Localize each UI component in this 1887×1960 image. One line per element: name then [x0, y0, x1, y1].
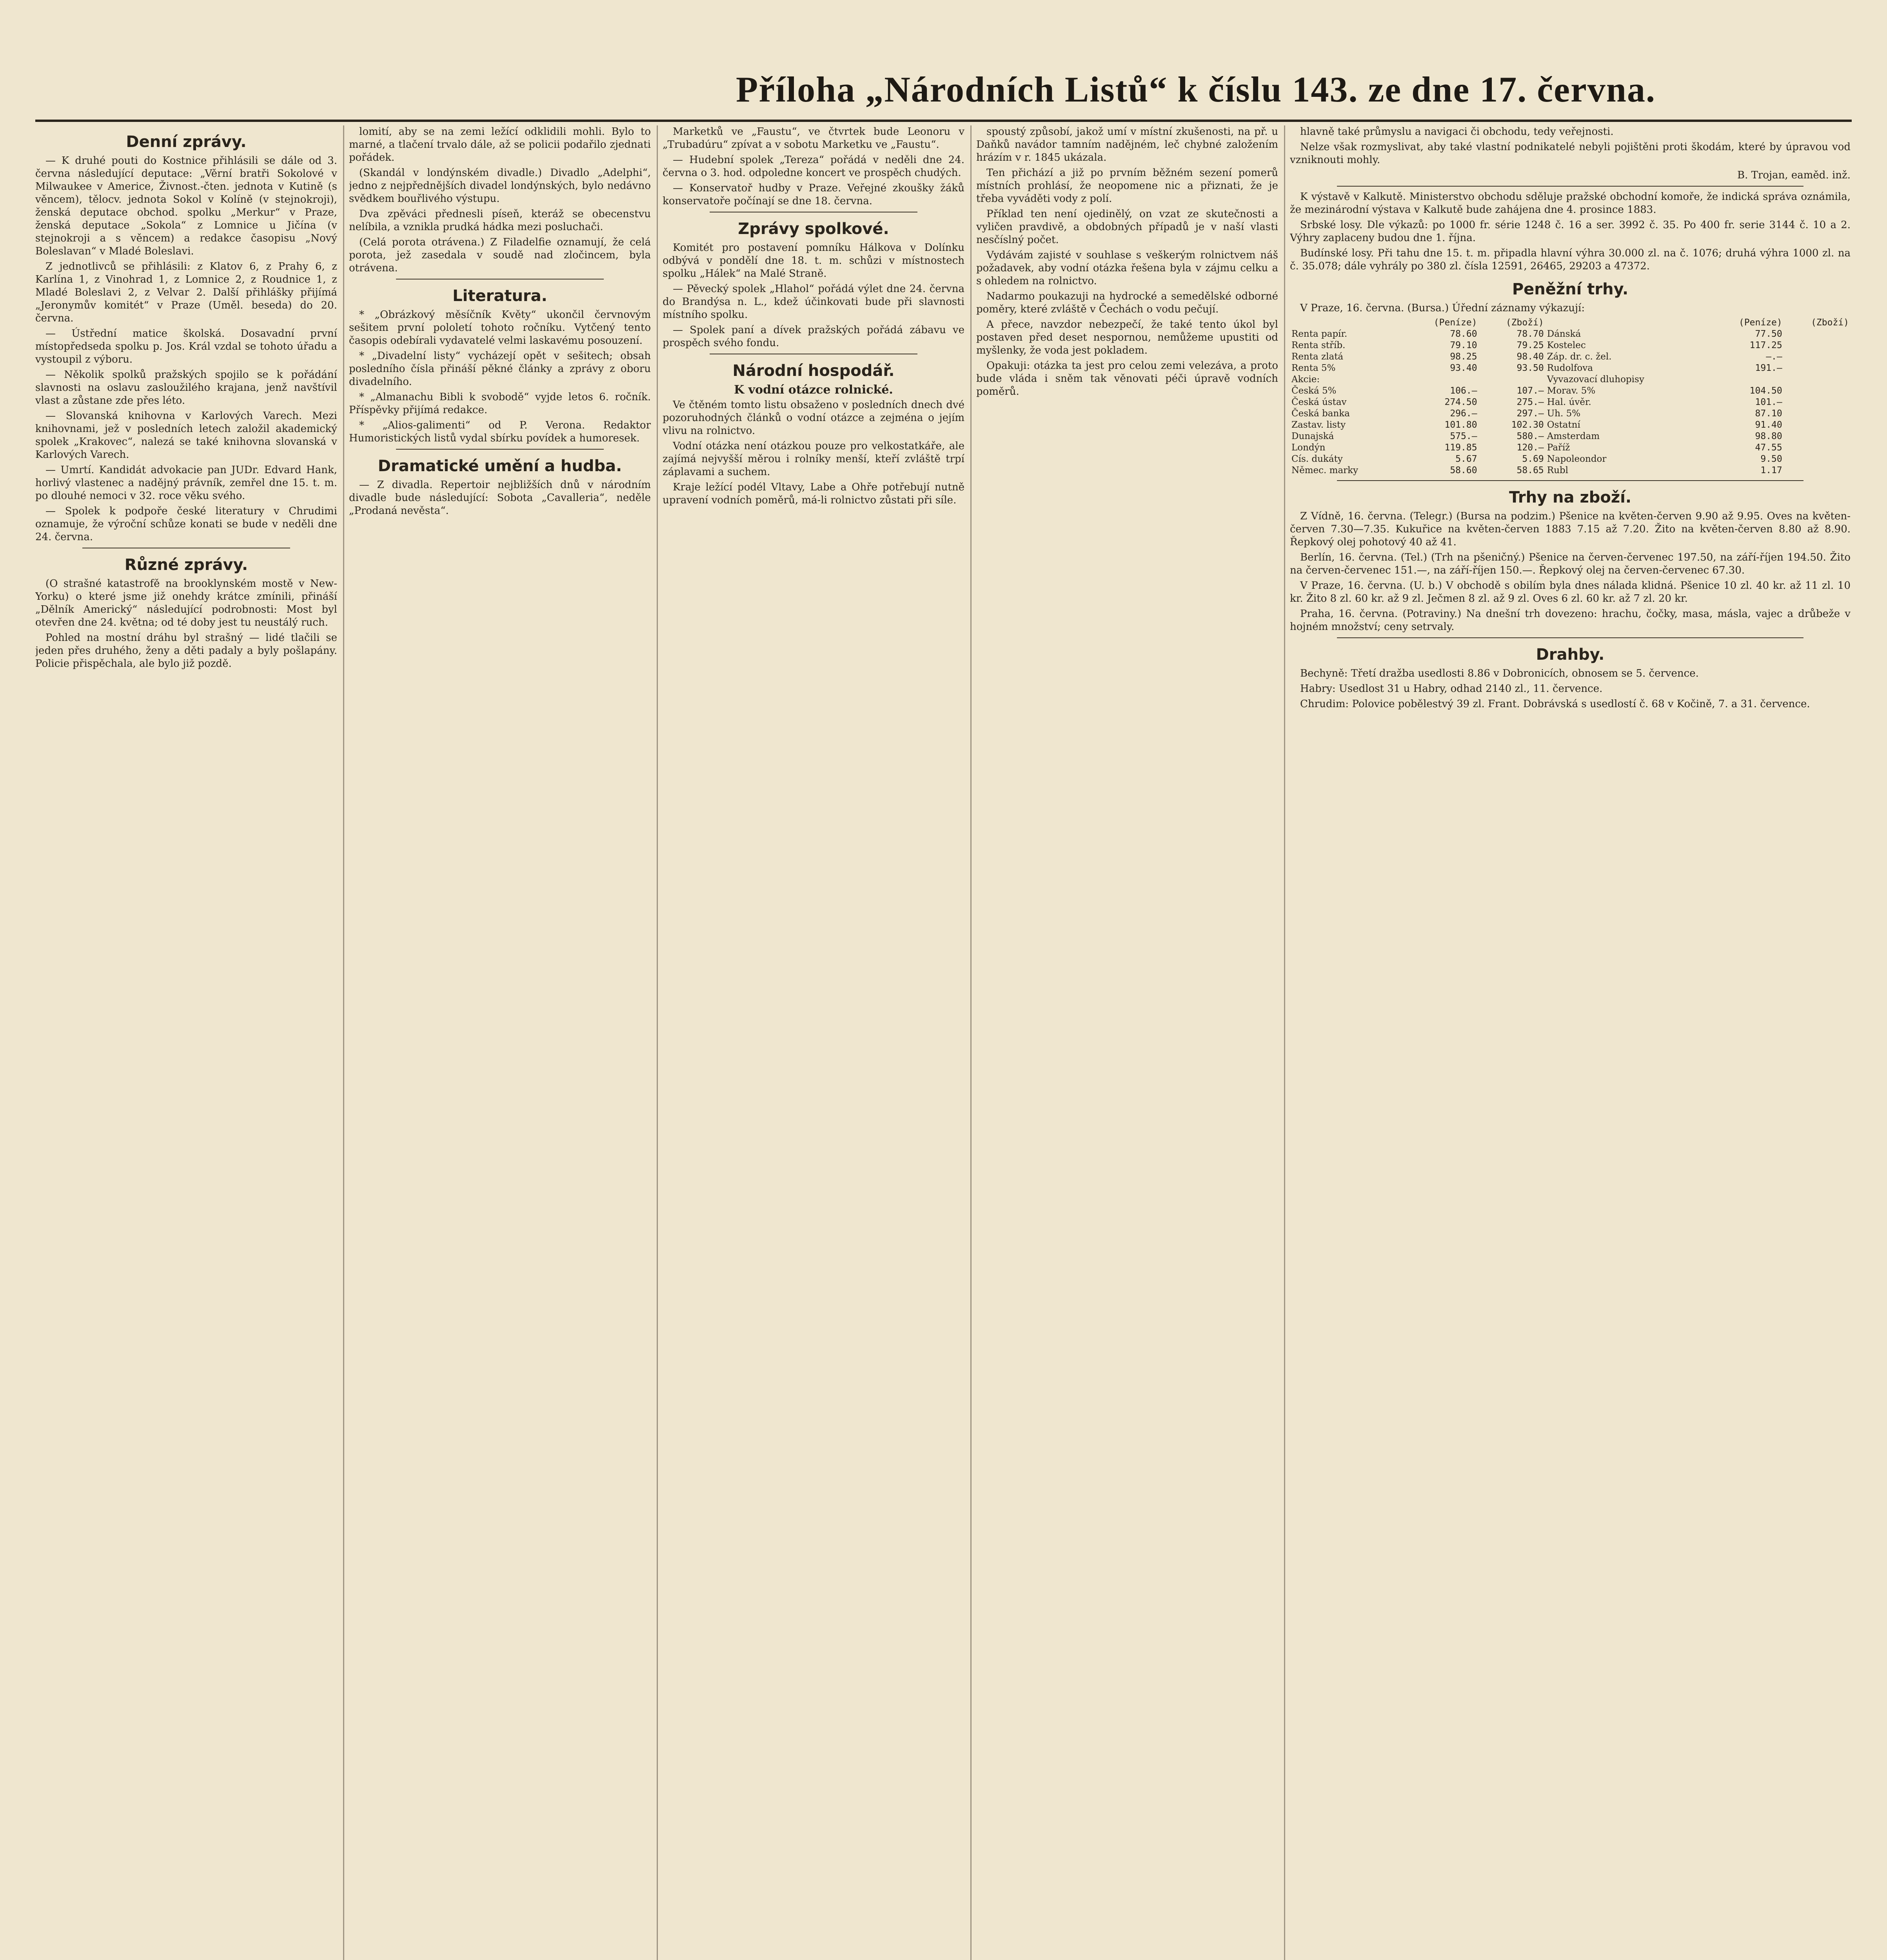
auction-item: Habry: Usedlost 31 u Habry, odhad 2140 zl., 11. července. [1300, 683, 1603, 695]
quote-cell: Záp. dr. c. žel. [1547, 352, 1612, 362]
literature-item: * „Obrázkový měsíčník Květy“ ukončil červnovým sešitem první pololetí tohoto ročníku. Vytčený tento časopis odebírali vydavatelé velmi laskavému posouzení. [349, 309, 651, 347]
article-paragraph: Vydávám zajisté v souhlase s veškerým rolnictvem náš požadavek, aby vodní otázka řešena byla v zájmu celku a s ohledem na rolnictvo. [976, 249, 1278, 287]
quote-cell: 58.60 [1450, 465, 1477, 475]
quote-cell [1479, 374, 1546, 385]
quote-cell: Vyvazovací dluhopisy [1547, 374, 1644, 385]
literature-item: * „Alios-galimenti“ od P. Verona. Redaktor Humoristických listů vydal sbírku povídek a humoresek. [349, 419, 651, 444]
quote-cell: Renta 5% [1291, 363, 1336, 373]
quote-cell: Česká ústav [1291, 397, 1347, 407]
quote-row [1290, 363, 1851, 374]
signature: B. Trojan, eaměd. inž. [1737, 169, 1851, 181]
quote-cell: 98.80 [1755, 431, 1782, 441]
news-item: — Slovanská knihovna v Karlových Varech. Mezi knihovnami, jež v posledních letech založil akademický spolek „Krakovec“, nalezá se také knihovna slovanská v Karlových Varech. [35, 410, 337, 461]
news-item: — Ústřední matice školská. Dosavadní první místopředseda spolku p. Jos. Král vzdal se tohoto úřadu a vystoupil z výboru. [35, 328, 337, 365]
heading-penezni-trhy: Peněžní trhy. [1512, 280, 1629, 298]
quote-cell: 78.70 [1517, 329, 1544, 339]
quote-cell: 5.69 [1522, 454, 1544, 464]
news-item: Budínské losy. Při tahu dne 15. t. m. připadla hlavní výhra 30.000 zl. na č. 1076; druhá výhra 1000 zl. na č. 35.078; dále vyhrály po 380 zl. čísla 12591, 26465, 29203 a 47372. [1290, 247, 1851, 272]
quote-cell: Česká banka [1291, 408, 1350, 419]
masthead [549, 69, 1843, 116]
quotes-table [1290, 317, 1851, 476]
divider [396, 449, 604, 450]
quote-cell: 77.50 [1755, 329, 1782, 339]
quote-cell: 120.— [1517, 443, 1544, 453]
quote-cell: 91.40 [1755, 420, 1782, 430]
quote-cell: 107.— [1517, 386, 1544, 396]
column-separator [1284, 125, 1285, 1960]
news-item: Pohled na mostní dráhu byl strašný — lidé tlačili se jeden přes druhého, ženy a děti padaly a byly pošlapány. Policie přispěchala, ale bylo již pozdě. [35, 632, 337, 670]
quote-row [1290, 454, 1851, 465]
quote-cell: Hal. úvěr. [1547, 397, 1591, 407]
quote-cell: Renta stříb. [1291, 340, 1346, 350]
quote-cell: 101.— [1755, 397, 1782, 407]
quote-cell: 98.25 [1450, 352, 1477, 362]
quotes-header-cell: (Zboží) [1811, 318, 1849, 328]
masthead-title: Příloha „Národních Listů“ k číslu 143. ze dne 17. června. [736, 69, 1656, 109]
column-3 [663, 125, 964, 1960]
quotes-header-cell: (Peníze) [1738, 318, 1782, 328]
quote-cell: 580.— [1517, 431, 1544, 441]
news-item: (Skandál v londýnském divadle.) Divadlo „Adelphi“, jedno z nejpřednějších divadel londýnských, bylo nedávno svědkem bouřlivého výstupu. [349, 167, 651, 205]
quote-cell: 1.17 [1760, 465, 1782, 475]
article-paragraph: spoustý způsobí, jakož umí v místní zkušenosti, na př. u Daňků navádor tamním nadějném, leč chybné založením hrázím v r. 1845 ukázala. [976, 126, 1278, 163]
divider [1337, 480, 1803, 481]
article-paragraph: Příklad ten není ojedinělý, on vzat ze skutečnosti a vyličen pravdivě, a obdobných případů je v naší vlasti nesčíslný počet. [976, 208, 1278, 246]
quotes-header-cell [1290, 317, 1403, 328]
quote-cell: 296.— [1450, 408, 1477, 419]
divider [1337, 637, 1803, 638]
theatre-item: — Z divadla. Repertoir nejbližších dnů v národním divadle bude následující: Sobota „Cavalleria“, neděle „Prodaná nevěsta“. [349, 479, 651, 517]
quote-cell: Rubl [1547, 465, 1568, 475]
quote-cell: 117.25 [1749, 340, 1782, 350]
quote-cell: 101.80 [1444, 420, 1477, 430]
quote-cell: Dánská [1547, 329, 1581, 339]
column-separator [970, 125, 972, 1960]
market-item: Berlín, 16. června. (Tel.) (Trh na pšeničný.) Pšenice na červen-červenec 197.50, na září-říjen 194.50. Žito na červen-červenec 151.—, na září-říjen 150.—. Řepkový olej na červen-červenec 67.30. [1290, 552, 1851, 576]
quote-cell [1708, 374, 1784, 385]
quote-cell: 119.85 [1444, 443, 1477, 453]
quote-cell: Dunajská [1291, 431, 1334, 441]
subheading-vodni-otazka: K vodní otázce rolnické. [734, 383, 893, 397]
club-item: Komitét pro postavení pomníku Hálkova v Dolínku odbývá v pondělí dne 18. t. m. schůzi v místnostech spolku „Hálek“ na Malé Straně. [663, 242, 964, 279]
quote-row [1290, 340, 1851, 351]
heading-literatura: Literatura. [452, 287, 547, 305]
news-item: Z jednotlivců se přihlásili: z Klatov 6, z Prahy 6, z Karlína 1, z Vinohrad 1, z Lomnice 2, z Roudnice 1, z Mladé Boleslavi 2, z Velvar 2. Další přihlášky přijímá „Jeronymův komitét“ v Praze (Uměl. beseda) do 20. června. [35, 261, 337, 324]
article-paragraph: Kraje ležící podél Vltavy, Labe a Ohře potřebují nutně upravení vodních poměrů, má-li rolnictvo zůstati při síle. [663, 481, 964, 506]
market-item: V Praze, 16. června. (U. b.) V obchodě s obilím byla dnes nálada klidná. Pšenice 10 zl. 40 kr. až 11 zl. 10 kr. Žito 8 zl. 60 kr. až 9 zl. Ječmen 8 zl. až 9 zl. Oves 6 zl. 60 kr. až 7 zl. 20 kr. [1290, 580, 1851, 604]
quote-cell: 274.50 [1444, 397, 1477, 407]
quote-row [1290, 385, 1851, 397]
heading-dramaticke: Dramatické umění a hudba. [378, 457, 622, 475]
quote-cell: 79.25 [1517, 340, 1544, 350]
article-paragraph: A přece, navzdor nebezpečí, že také tento úkol byl postaven před deset nespornou, nemůžeme upustiti od myšlenky, že voda jest pokladem. [976, 319, 1278, 356]
article-paragraph: Ve čtěném tomto listu obsaženo v posledních dnech dvé pozoruhodných článků o vodní otázce a zejména o jejím vlivu na rolnictvo. [663, 399, 964, 437]
quote-cell: 98.40 [1517, 352, 1544, 362]
quote-cell: 275.— [1517, 397, 1544, 407]
club-item: — Spolek paní a dívek pražských pořádá zábavu ve prospěch svého fondu. [663, 324, 964, 349]
article-paragraph: Ten přichází a již po prvním běžném sezení pomerů místních prohlásí, že neopomene nic a přiznati, že je třeba vyváděti vody z polí. [976, 167, 1278, 205]
club-item: — Pěvecký spolek „Hlahol“ pořádá výlet dne 24. června do Brandýsa n. L., kdež účinkovati bude při slavnosti místního spolku. [663, 283, 964, 321]
article-paragraph: Opakuji: otázka ta jest pro celou zemi velezáva, a proto bude vláda i sněm tak věnovati péči úpravě vodních poměrů. [976, 360, 1278, 397]
article-paragraph: Nadarmo poukazuji na hydrocké a semedělské odborné poměry, které zvláště v Čechách o vodu pečují. [976, 290, 1278, 315]
column-2 [349, 125, 651, 1960]
quotes-header-cell [1546, 317, 1708, 328]
quote-cell: 297.— [1517, 408, 1544, 419]
news-item: Srbské losy. Dle výkazů: po 1000 fr. série 1248 č. 16 a ser. 3992 č. 35. Po 400 fr. serie 3144 č. 10 a 2. Výhry zaplaceny budou dne 1. října. [1290, 219, 1851, 244]
quote-row [1290, 419, 1851, 431]
article-paragraph: Vodní otázka není otázkou pouze pro velkostatkáře, ale zajímá nejvyšší měrou i rolníky menší, kteří zvláště trpí záplavami a suchem. [663, 440, 964, 478]
heading-trhy-na-zbozi: Trhy na zboží. [1509, 488, 1632, 506]
quote-cell: 106.— [1450, 386, 1477, 396]
quote-cell: 102.30 [1511, 420, 1544, 430]
quote-row [1290, 397, 1851, 408]
quote-cell: 575.— [1450, 431, 1477, 441]
quote-cell: 78.60 [1450, 329, 1477, 339]
column-separator [657, 125, 658, 1960]
quote-cell: Amsterdam [1547, 431, 1600, 441]
heading-ruzne-zpravy: Různé zprávy. [124, 556, 248, 574]
column-1 [35, 125, 337, 1960]
quote-cell: 93.50 [1517, 363, 1544, 373]
news-item: — Spolek k podpoře české literatury v Chrudimi oznamuje, že výroční schůze konati se bude v neděli dne 24. června. [35, 505, 337, 543]
quote-cell: Napoleondor [1547, 454, 1607, 464]
quote-cell: 79.10 [1450, 340, 1477, 350]
quote-row [1290, 328, 1851, 340]
quote-row [1290, 374, 1851, 385]
quote-cell: Cís. dukáty [1291, 454, 1343, 464]
quotes-header-cell: (Peníze) [1433, 318, 1477, 328]
quote-cell: 5.67 [1455, 454, 1477, 464]
auction-item: Chrudim: Polovice pobělestvý 39 zl. Frant. Dobrávská s usedlostí č. 68 v Kočině, 7. a 31. července. [1300, 698, 1810, 710]
quote-cell: —.— [1766, 352, 1782, 362]
news-item: Dva zpěváci přednesli píseň, kteráž se obecenstvu nelíbila, a vznikla prudká hádka mezi posluchači. [349, 208, 651, 233]
quote-cell: Němec. marky [1291, 465, 1358, 475]
column-5 [1290, 125, 1851, 1960]
quote-row [1290, 442, 1851, 454]
quote-cell: 104.50 [1749, 386, 1782, 396]
market-item: Praha, 16. června. (Potraviny.) Na dnešní trh dovezeno: hrachu, čočky, masa, másla, vajec a drůbeže v hojném množství; ceny setrvaly. [1290, 608, 1851, 633]
quote-cell: Renta papír. [1291, 329, 1348, 339]
news-item: lomití, aby se na zemi ležící odklidili mohli. Bylo to marné, a tlačení trvalo dále, až se policii podařilo zjednati pořádek. [349, 126, 651, 163]
column-4 [976, 125, 1278, 1960]
quote-cell: 58.65 [1517, 465, 1544, 475]
literature-item: * „Divadelní listy“ vycházejí opět v sešitech; obsah posledního čísla přináší pěkné články a zprávy z oboru divadelního. [349, 350, 651, 388]
quote-row [1290, 431, 1851, 442]
quote-cell: Kostelec [1547, 340, 1586, 350]
quote-cell: Morav. 5% [1547, 386, 1596, 396]
literature-item: * „Almanachu Bibli k svobodě“ vyjde letos 6. ročník. Příspěvky přijímá redakce. [349, 391, 651, 416]
quote-cell: 93.40 [1450, 363, 1477, 373]
news-item: — K druhé pouti do Kostnice přihlásili se dále od 3. června následující deputace: „Věrní bratři Sokolové v Milwaukee v Americe, Živnost.-čten. jednota v Kutině (s věncem), tělocv. jednota Sokol v Kolíně (v stejnokroji), ženská deputace obchod. spolku „Merkur“ v Praze, ženská deputace „Sokola“ z Lomnice u Jičína (v stejnokroji a s věncem) a redakce časopisu „Nový Boleslavan“ v Mladé Boleslavi. [35, 155, 337, 257]
quote-cell: Akcie: [1291, 374, 1320, 385]
quotes-header-row [1290, 317, 1851, 328]
quote-cell: Renta zlatá [1291, 352, 1344, 362]
news-item: (O strašné katastrofě na brooklynském mostě v New-Yorku) o které jsme již onehdy krátce zmínili, přináší „Dělník Americký“ následující podrobnosti: Most byl otevřen dne 24. května; od té doby jest tu neustálý ruch. [35, 578, 337, 628]
article-paragraph: Nelze však rozmyslivat, aby také vlastní podnikatelé nebyli pojištěni proti škodám, které by úpravou vod vzniknouti mohly. [1290, 141, 1851, 166]
quote-cell: Rudolfova [1547, 363, 1593, 373]
quote-cell: Londýn [1291, 443, 1326, 453]
news-item: — Umrtí. Kandidát advokacie pan JUDr. Edvard Hank, horlivý vlastenec a nadějný právník, zemřel dne 15. t. m. po dlouhé nemoci v 32. roce věku svého. [35, 464, 337, 502]
divider [1337, 186, 1803, 187]
heading-drahy: Drahby. [1536, 646, 1605, 664]
quote-cell: Zastav. listy [1291, 420, 1346, 430]
quote-cell: Ostatní [1547, 420, 1580, 430]
quote-row [1290, 465, 1851, 476]
quotes-header-cell: (Zboží) [1506, 318, 1544, 328]
quote-cell: Paříž [1547, 443, 1570, 453]
market-item: Z Vídně, 16. června. (Telegr.) (Bursa na podzim.) Pšenice na květen-červen 9.90 až 9.95. Oves na květen-červen 7.30—7.35. Kukuřice na květen-červen 1883 7.15 až 7.20. Žito na květen-červen 8.80 až 8.90. Řepkový olej pohotový 40 až 41. [1290, 510, 1851, 548]
market-intro: V Praze, 16. června. (Bursa.) Úřední záznamy výkazují: [1300, 302, 1585, 314]
article-paragraph: hlavně také průmyslu a navigaci či obchodu, tedy veřejnosti. [1300, 126, 1614, 138]
heading-zpravy-spolkove: Zprávy spolkové. [738, 220, 889, 238]
heading-denni-zpravy: Denní zprávy. [126, 133, 247, 151]
quote-row [1290, 351, 1851, 363]
news-item: K výstavě v Kalkutě. Ministerstvo obchodu sděluje pražské obchodní komoře, že indická správa oznámila, že mezinárodní výstava v Kalkutě bude zahájena dne 4. prosince 1883. [1290, 191, 1851, 216]
quote-cell: Česká 5% [1291, 386, 1337, 396]
heading-narodni-hospodar: Národní hospodář. [732, 362, 895, 380]
quote-cell: 47.55 [1755, 443, 1782, 453]
quote-cell [1403, 374, 1479, 385]
quote-row [1290, 408, 1851, 419]
quote-cell: 191.— [1755, 363, 1782, 373]
news-item: — Hudební spolek „Tereza“ pořádá v neděli dne 24. června o 3. hod. odpoledne koncert ve prospěch chudých. [663, 154, 964, 179]
quote-cell: Uh. 5% [1547, 408, 1581, 419]
column-separator [343, 125, 344, 1960]
news-item: — Konservatoř hudby v Praze. Veřejné zkoušky žáků konservatoře počínají se dne 18. června. [663, 182, 964, 207]
news-item: Marketků ve „Faustu“, ve čtvrtek bude Leonoru v „Trubadúru“ zpívat a v sobotu Marketku ve „Faustu“. [663, 126, 964, 151]
news-item: — Několik spolků pražských spojilo se k pořádání slavnosti na oslavu zasloužilého krajana, jenž navštívil vlast a zůstane zde přes léto. [35, 369, 337, 407]
quote-cell: 9.50 [1760, 454, 1782, 464]
auction-item: Bechyně: Třetí dražba usedlosti 8.86 v Dobronicích, obnosem se 5. července. [1300, 668, 1699, 679]
news-item: (Celá porota otrávena.) Z Filadelfie oznamují, že celá porota, jež zasedala v soudě nad zločincem, byla otrávena. [349, 236, 651, 274]
quote-cell: 87.10 [1755, 408, 1782, 419]
top-rule [35, 120, 1852, 122]
